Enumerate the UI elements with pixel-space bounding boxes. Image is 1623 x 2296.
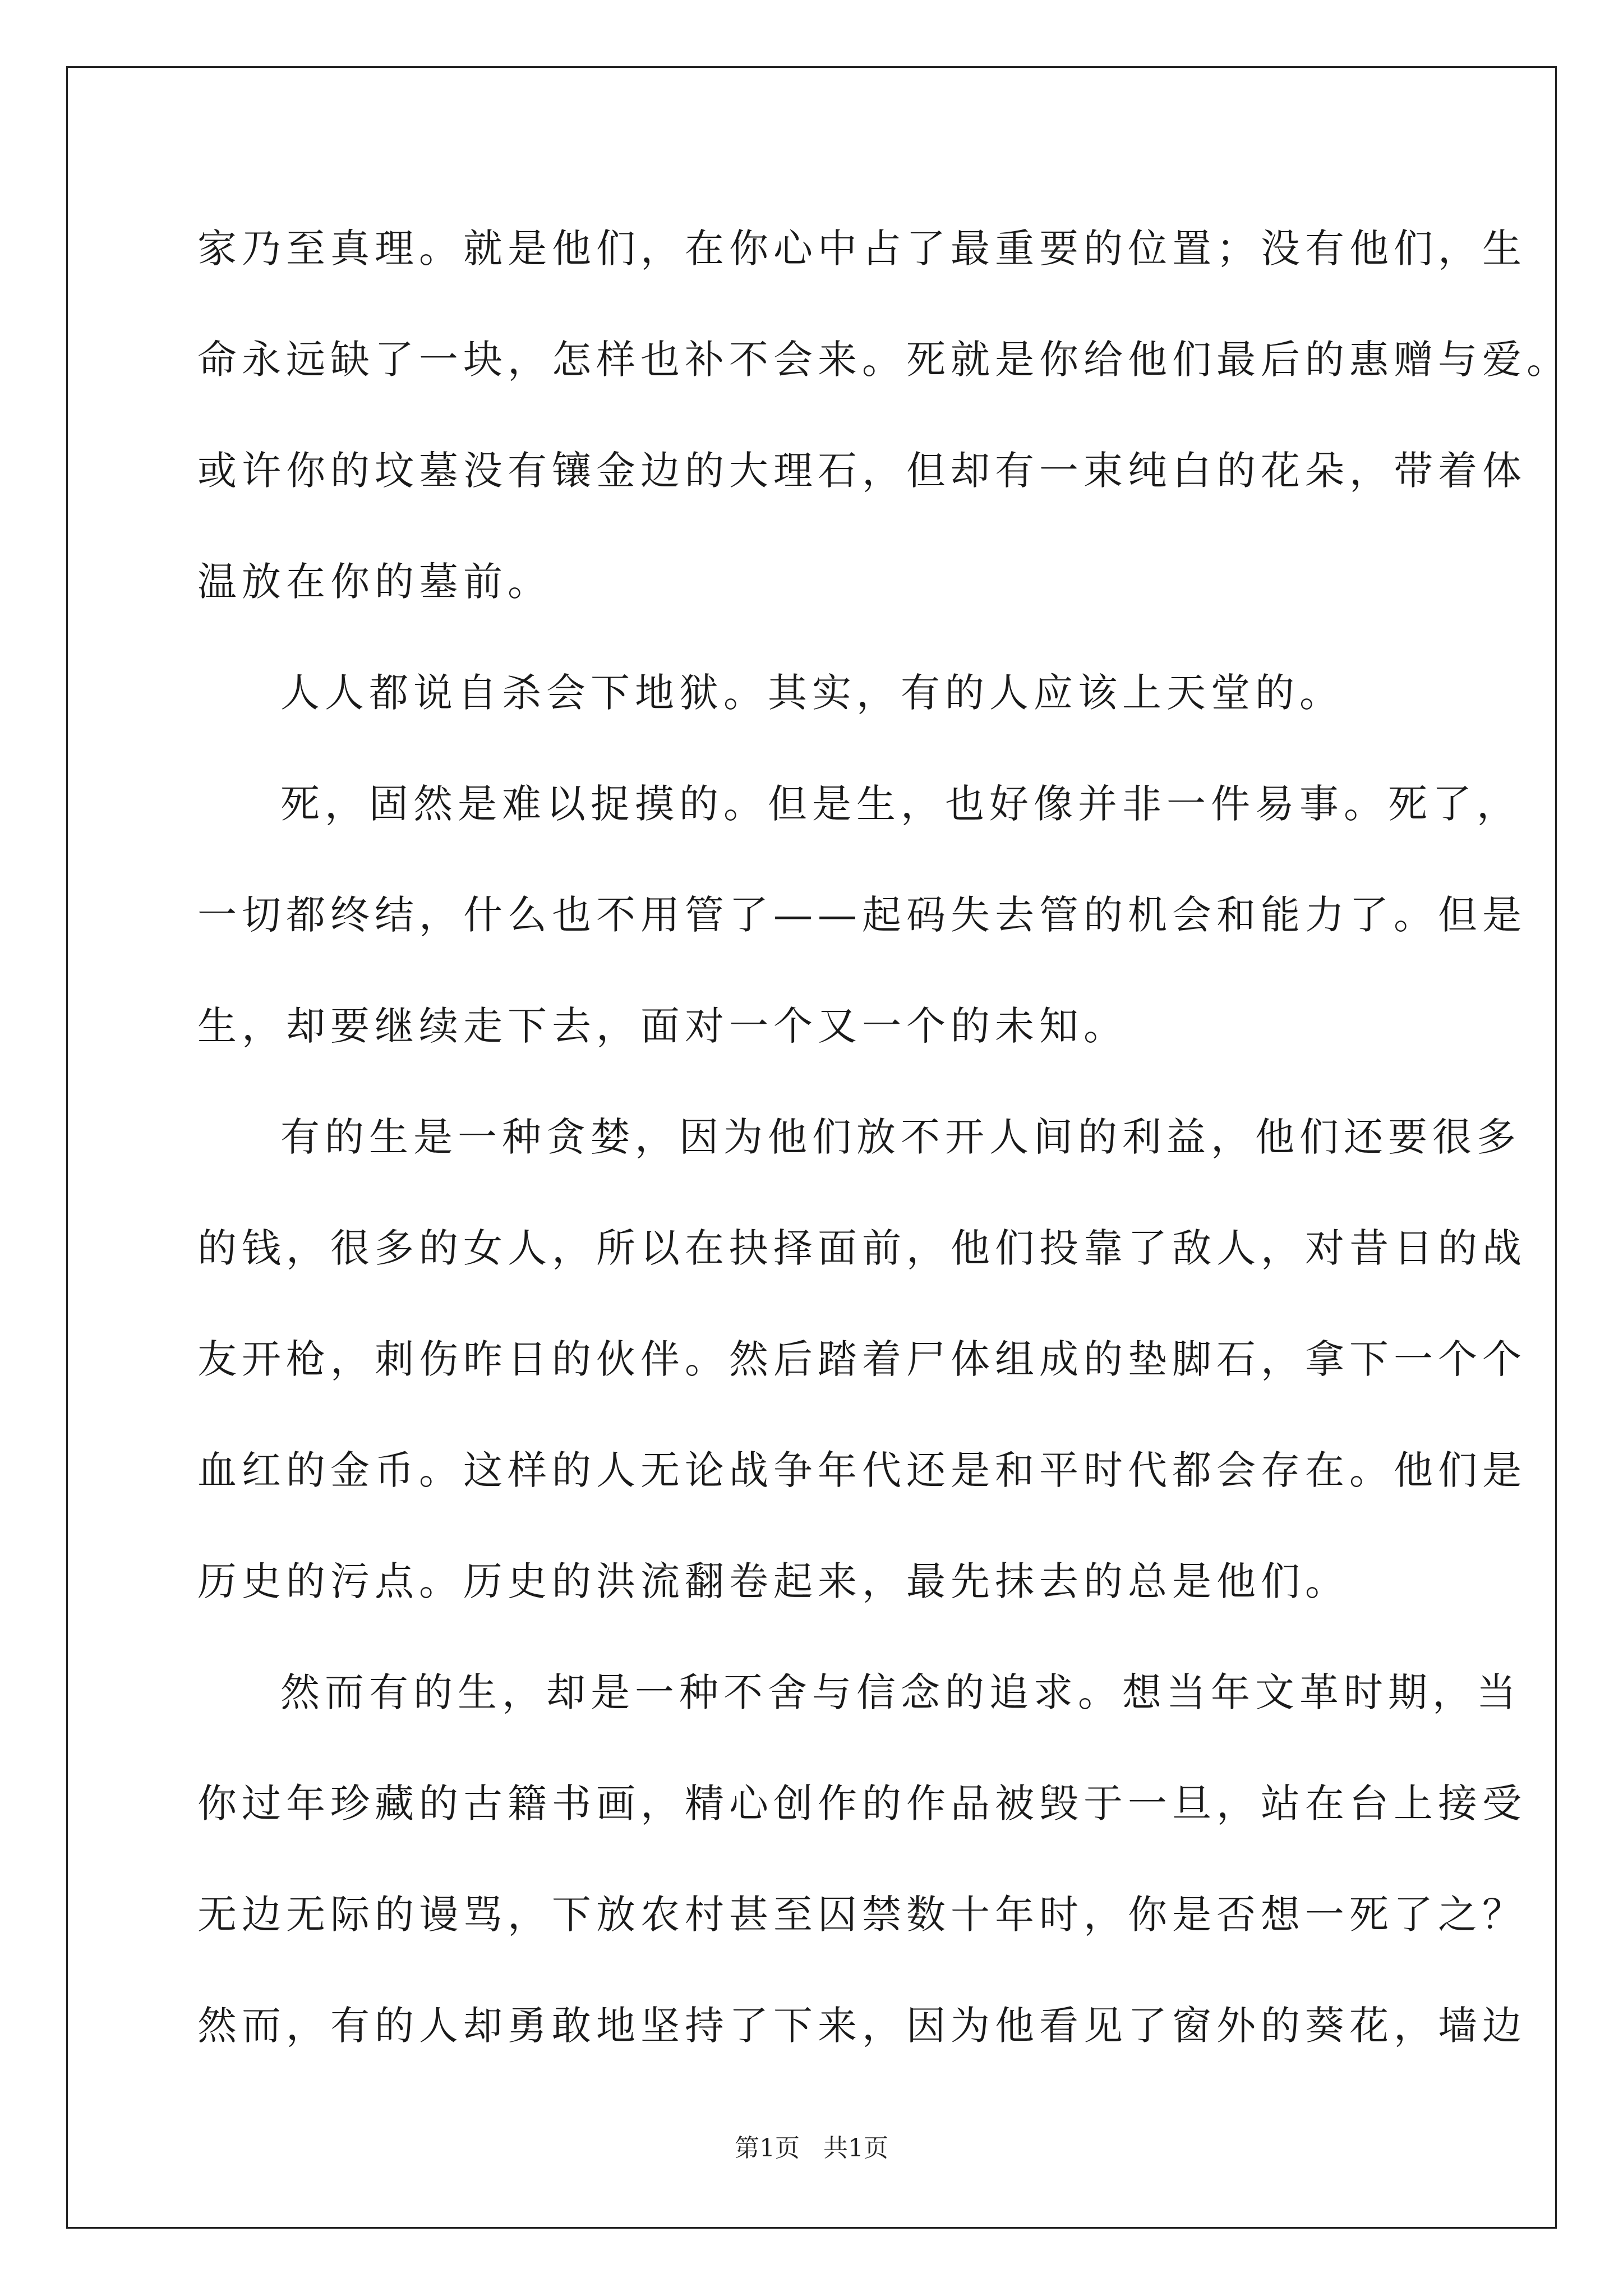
text-line: 或许你的坟墓没有镶金边的大理石，但却有一束纯白的花朵，带着体	[197, 448, 1527, 494]
text-line: 一切都终结，什么也不用管了——起码失去管的机会和能力了。但是	[197, 892, 1527, 938]
page-number-footer: 第1页 共1页	[735, 2134, 888, 2162]
text-line: 血红的金币。这样的人无论战争年代还是和平时代都会存在。他们是	[197, 1447, 1527, 1493]
document-body	[197, 218, 1571, 2106]
text-line: 历史的污点。历史的洪流翻卷起来，最先抹去的总是他们。	[197, 1558, 1349, 1604]
text-line: 然而，有的人却勇敢地坚持了下来，因为他看见了窗外的葵花，墙边	[197, 2003, 1527, 2049]
text-line: 无边无际的谩骂，下放农村甚至囚禁数十年时，你是否想一死了之？	[197, 1892, 1527, 1938]
text-line: 友开枪，刺伤昨日的伙伴。然后踏着尸体组成的垫脚石，拿下一个个	[197, 1336, 1527, 1382]
text-line: 死，固然是难以捉摸的。但是生，也好像并非一件易事。死了，	[280, 781, 1521, 827]
text-line: 有的生是一种贪婪，因为他们放不开人间的利益，他们还要很多	[280, 1114, 1521, 1160]
text-line: 然而有的生，却是一种不舍与信念的追求。想当年文革时期，当	[280, 1669, 1521, 1715]
text-line: 人人都说自杀会下地狱。其实，有的人应该上天堂的。	[280, 670, 1344, 716]
text-line: 的钱，很多的女人，所以在抉择面前，他们投靠了敌人，对昔日的战	[197, 1225, 1527, 1271]
text-line: 家乃至真理。就是他们，在你心中占了最重要的位置；没有他们，生	[197, 226, 1527, 272]
text-line: 命永远缺了一块，怎样也补不会来。死就是你给他们最后的惠赠与爱。	[197, 337, 1571, 383]
text-line: 你过年珍藏的古籍书画，精心创作的作品被毁于一旦，站在台上接受	[197, 1780, 1527, 1826]
text-line: 生，却要继续走下去，面对一个又一个的未知。	[197, 1003, 1128, 1049]
text-line: 温放在你的墓前。	[197, 559, 552, 605]
